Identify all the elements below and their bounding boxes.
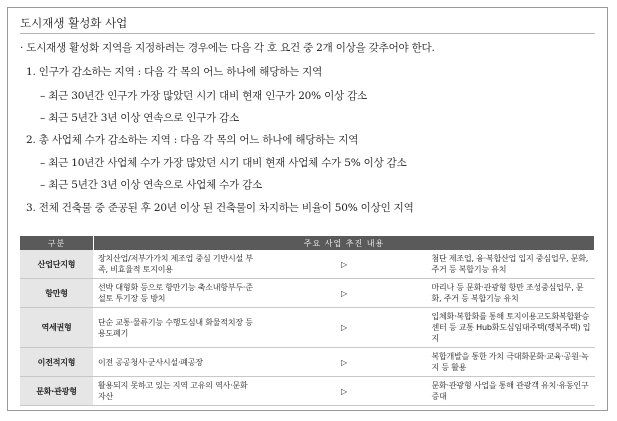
row-category: 산업단지형 <box>20 250 94 279</box>
row-target-plan: 입체화·복합화를 통해 토지이용고도화복합환승센터 등 교통 Hub화도심임대주택(행복주택) 입지 <box>428 308 595 348</box>
project-table <box>20 236 595 406</box>
criterion-1-item-2: – 최근 5년간 3년 이상 연속으로 인구가 감소 <box>40 112 240 124</box>
row-category: 이전적지형 <box>20 348 94 377</box>
table-row <box>20 377 595 406</box>
header-content: 주요 사업 추진 내용 <box>94 236 595 250</box>
intro-text: · 도시재생 활성화 지역을 지정하려는 경우에는 다음 각 호 요건 중 2개 이상을 갖추어야 한다. <box>20 42 435 54</box>
header-category: 구분 <box>20 236 94 250</box>
criterion-2-item-1: – 최근 10년간 사업체 수가 가장 많았던 시기 대비 현재 사업체 수가 5% 이상 감소 <box>40 157 407 169</box>
criterion-2-item-2: – 최근 5년간 3년 이상 연속으로 사업체 수가 감소 <box>40 179 263 191</box>
row-target-plan: 문화·관광형 사업을 통해 관광객 유치·유동인구 증대 <box>428 377 595 406</box>
arrow-icon: ▷ <box>261 377 428 406</box>
row-current-state: 활용되지 못하고 있는 지역 고유의 역사·문화 자산 <box>94 377 261 406</box>
criterion-1-item-1: – 최근 30년간 인구가 가장 많았던 시기 대비 현재 인구가 20% 이상 감소 <box>40 90 367 102</box>
arrow-icon: ▷ <box>261 308 428 348</box>
table-row <box>20 250 595 279</box>
table-header-row <box>20 236 595 250</box>
document-title: 도시재생 활성화 사업 <box>20 16 128 30</box>
arrow-icon: ▷ <box>261 250 428 279</box>
table-row <box>20 308 595 348</box>
row-category: 역세권형 <box>20 308 94 348</box>
row-target-plan: 마리나 등 문화·관광형 항만 조성중심업무, 문화, 주거 등 복합기능 유치 <box>428 279 595 308</box>
row-current-state: 선박 대형화 등으로 항만기능 축소내항부두·준설토 투기장 등 방치 <box>94 279 261 308</box>
criterion-3-heading: 3. 전체 건축물 중 준공된 후 20년 이상 된 건축물이 차지하는 비율이 50% 이상인 지역 <box>26 202 414 214</box>
title-divider <box>20 33 595 34</box>
row-target-plan: 복합개발을 통한 가치 극대화문화·교육·공원·녹지 등 활용 <box>428 348 595 377</box>
arrow-icon: ▷ <box>261 348 428 377</box>
row-current-state: 장치산업/저부가가치 제조업 중심 기반시설 부족, 비효율적 토지이용 <box>94 250 261 279</box>
arrow-icon: ▷ <box>261 279 428 308</box>
criterion-1-heading: 1. 인구가 감소하는 지역 : 다음 각 목의 어느 하나에 해당하는 지역 <box>26 66 323 78</box>
row-current-state: 이전 공공청사·군사시설·폐공장 <box>94 348 261 377</box>
table-row <box>20 279 595 308</box>
row-category: 문화·관광형 <box>20 377 94 406</box>
row-target-plan: 첨단 제조업, 융·복합산업 입지 중심업무, 문화, 주거 등 복합기능 유치 <box>428 250 595 279</box>
table-row <box>20 348 595 377</box>
row-category: 항만형 <box>20 279 94 308</box>
row-current-state: 단순 교통·물류기능 수행도심내 화물적치장 등 용도폐기 <box>94 308 261 348</box>
criterion-2-heading: 2. 총 사업체 수가 감소하는 지역 : 다음 각 목의 어느 하나에 해당하는 지역 <box>26 134 359 146</box>
